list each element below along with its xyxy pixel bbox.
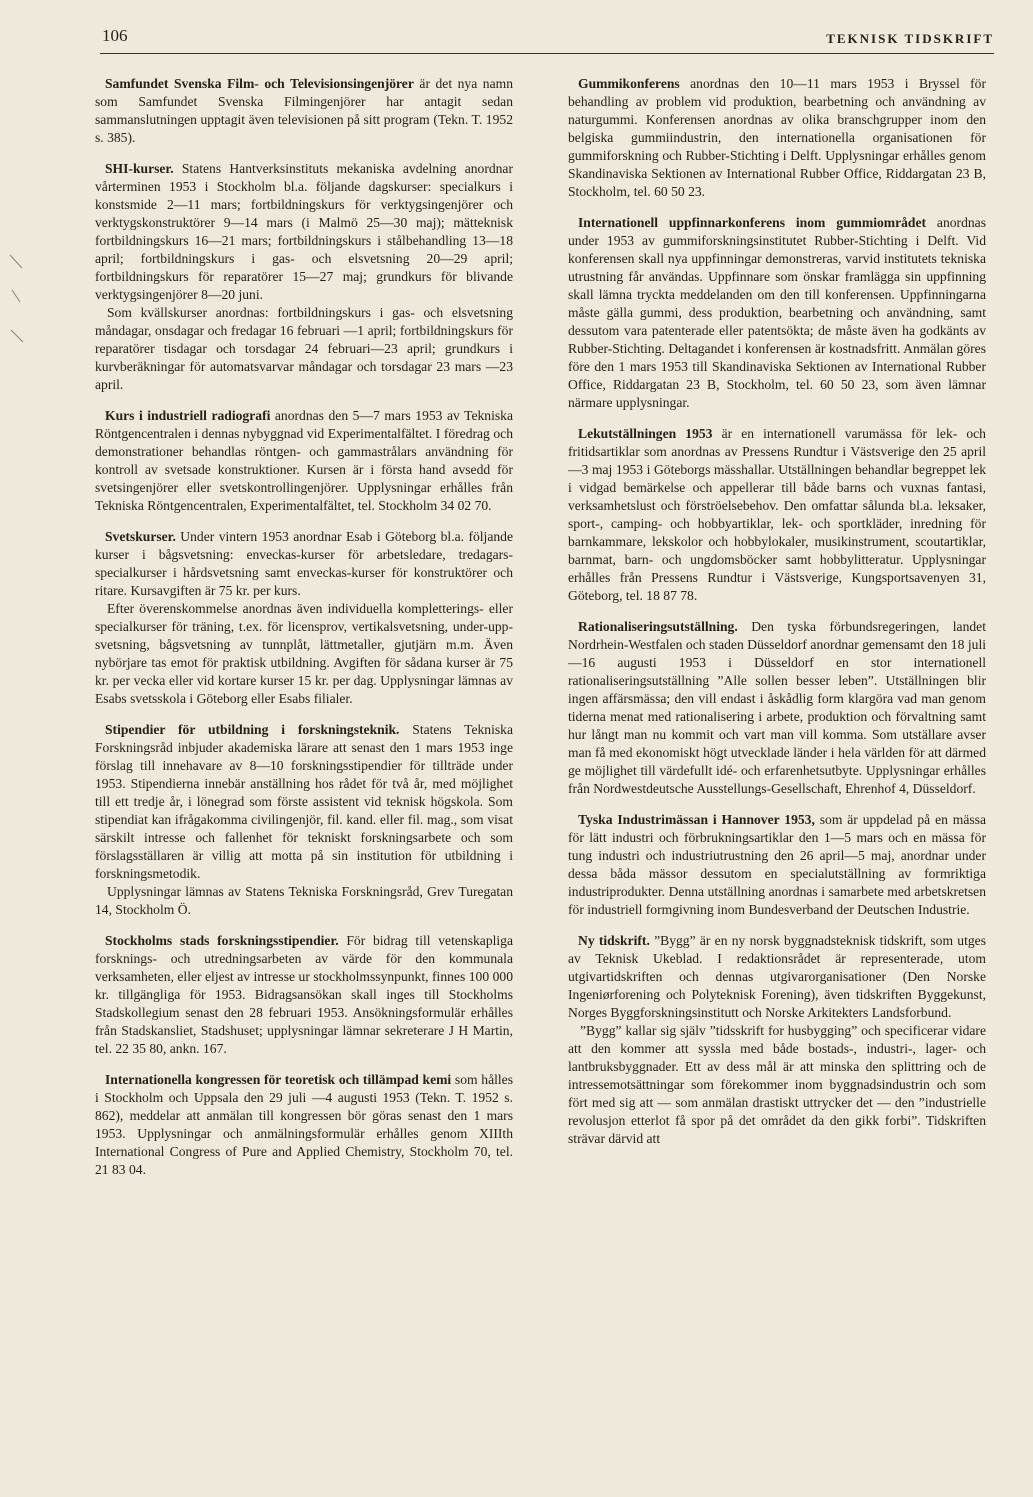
notice-heading: Rationaliseringsutställning.: [578, 619, 738, 634]
notice-text: anordnas under 1953 av gummiforskningsinstitutet Rubber-Stichting i Delft. Vid konferensen skall nya uppfinningar demonstreras, varvid institutets tekniska utrustning får användas. Uppfinnare som önskar framlägga sin uppfinning skall lämna tryckta meddelanden om den till konferensen. Uppfinningarna måste gälla gummi, dess produktion, bearbetning och användning, samt dessutom vara patenterade eller patentsökta; de måste även ha godkänts av Rubber-Stichting. Deltagandet i konferensen är kostnadsfritt. Anmälan göres före den 1 mars 1953 till Skandinaviska Sektionen av International Rubber Office, Riddargatan 23 B, Stockholm, tel. 60 50 23, som även lämnar närmare upplysningar.: [568, 215, 986, 410]
page-header: [100, 24, 994, 54]
header-rule: [100, 53, 994, 54]
notice-text: är en internationell varumässa för lek- och fritidsartiklar som anordnas av Pressens Rundtur i Västsverige den 25 april—3 maj 1953 i Göteborgs mässhallar. Utställningen behandlar begreppet lek i vidgad bemärkelse och appellerar till både barns och vuxnas fantasi, verksamhetslust och förströelsebehov. Den omfattar sålunda bl.a. leksaker, sport-, camping- och hobbyartiklar, lek- och sportkläder, inredning för barnkammare, lekskolor och hobbylokaler, musikinstrument, scoutartiklar, barnmat, barn- och ungdomsböcker samt hobbylitteratur. Upplysningar erhålles från Pressens Rundtur i Västsverige, Kungsportsavenyen 31, Göteborg, tel. 18 87 78.: [568, 426, 986, 603]
notice-paragraph: [95, 528, 513, 600]
notice-heading: Samfundet Svenska Film- och Televisionsingenjörer: [105, 76, 414, 91]
notice-paragraph: [95, 160, 513, 304]
notice-paragraph: [568, 932, 986, 1022]
notice-paragraph: [568, 425, 986, 605]
notice-heading: Gummikonferens: [578, 76, 680, 91]
notice-paragraph: [568, 811, 986, 919]
notice-text: Den tyska förbundsregeringen, landet Nordrhein-Westfalen och staden Düsseldorf anordnar gemensamt den 18 juli—16 augusti 1953 i Düsseldorf en stor internationell rationaliseringsutställning ”Alle sollen besser leben”. Utställningen blir ingen affärsmässa; den vill endast i åskådlig form klargöra vad man genom tiderna menat med rationalisering i arbete, produktion och förvaltning samt hur långt man nu kommit och vart man vill komma. Som utställare avser man få med ekonomiskt högt utvecklade länder i hela världen för att därmed ge möjlighet till värdefullt idé- och erfarenhetsutbyte. Upplysningar erhålles från Nordwestdeutsche Ausstellungs-Gesellschaft, Ehrenhof 4, Düsseldorf.: [568, 619, 986, 796]
notice-paragraph: [568, 214, 986, 412]
notice-text: ”Bygg” är en ny norsk byggnadsteknisk tidskrift, som utges av Teknisk Ukeblad. I redaktionsrådet är representerade, utom utgivartidskriften och dennas utgivarorganisationer (Den Norske Ingeniørforening och Polyteknisk Forening), även tidskriften Byggekunst, Norges Byggforskningsinstitutt och Norske Arkitekters Landsforbund.: [568, 933, 986, 1020]
notice-heading: Stipendier för utbildning i forskningsteknik.: [105, 722, 400, 737]
notice-heading: SHI-kurser.: [105, 161, 174, 176]
notice-text: Efter överenskommelse anordnas även individuella kompletterings- eller specialkurser för träning, t.ex. för licensprov, vertikalsvetsning, under-upp-svetsning, bågsvetsning av tunnplåt, lättmetaller, gjutjärn m.m. Även nybörjare tas emot för praktisk utbildning. Avgiften för sådana kurser är 75 kr. per vecka eller vid kortare kurser 15 kr. per dag. Upplysningar lämnas av Esabs svetsskola i Göteborg eller Esabs filialer.: [95, 601, 513, 706]
notice-paragraph: [95, 932, 513, 1058]
notice-text: anordnas den 5—7 mars 1953 av Tekniska Röntgencentralen i dennas nybyggnad vid Experimentalfältet. I föredrag och demonstrationer behandlas röntgen- och gammastrålars användning för kontroll av svetsade konstruktioner. Kursen är i första hand avsedd för svetsingenjörer eller svetskontrollingenjörer. Upplysningar erhålles från Tekniska Röntgencentralen, Experimentalfältet, tel. Stockholm 34 02 70.: [95, 408, 513, 513]
notice-heading: Internationella kongressen för teoretisk och tillämpad kemi: [105, 1072, 452, 1087]
notice-text: som hålles i Stockholm och Uppsala den 29 juli —4 augusti 1953 (Tekn. T. 1952 s. 862), meddelar att anmälan till kongressen bör göras senast den 1 mars 1953. Upplysningar och anmälningsformulär erhålles genom XIIIth International Congress of Pure and Applied Chemistry, Stockholm 70, tel. 21 83 04.: [95, 1072, 513, 1177]
notice-heading: Svetskurser.: [105, 529, 176, 544]
notice-lekutstallningen-1953: [568, 425, 986, 605]
notice-tyska-industrimassan-i-hannover-1953: [568, 811, 986, 919]
notice-text: Under vintern 1953 anordnar Esab i Göteborg bl.a. följande kurser i bågsvetsning: enveckas-kurser för arbetsledare, tredagars-specialkurser i hårdsvetsning samt enveckas-kurser för konstruktörer och ritare. Kursavgiften är 75 kr. per kurs.: [95, 529, 513, 598]
notice-text: Upplysningar lämnas av Statens Tekniska Forskningsråd, Grev Turegatan 14, Stockholm Ö.: [95, 884, 513, 917]
notice-gummikonferens: [568, 75, 986, 201]
notice-stockholms-stads-forskningsstipendier: [95, 932, 513, 1058]
notice-text: För bidrag till vetenskapliga forsknings- och utredningsarbeten av värde för den kommunala verksamheten, eller eljest av intresse ur stockholmssynpunkt, finnes 100 000 kr. tillgängliga för 1953. Bidragsansökan skall inges till Stockholms Stadskollegium senast den 28 februari 1953. Ansökningsformulär erhålles från Stadskansliet, Stadshuset; upplysningar lämnar sekreterare J H Martin, tel. 22 35 80, ankn. 167.: [95, 933, 513, 1056]
notice-heading: Stockholms stads forskningsstipendier.: [105, 933, 339, 948]
margin-pencil-mark: [8, 250, 28, 370]
notice-ny-tidskrift: [568, 932, 986, 1148]
notice-text: anordnas den 10—11 mars 1953 i Bryssel för behandling av problem vid produktion, bearbetning och användning av naturgummi. Konferensen anordnas av olika branschgrupper inom den belgiska gummiindustrin, den internationella organisationen för gummiforskning och Rubber-Stichting i Delft. Upplysningar erhålles genom Skandinaviska Sektionen av International Rubber Office, Riddargatan 23 B, Stockholm, tel. 60 50 23.: [568, 76, 986, 199]
notice-text: Statens Tekniska Forskningsråd inbjuder akademiska lärare att senast den 1 mars 1953 inge förslag till innehavare av 8—10 forskningsstipendier för tillträde under 1953. Stipendierna innebär anställning hos rådet för två år, med möjlighet till ett tredje år, i lönegrad som förste assistent vid teknisk högskola. Som stipendiat kan ifrågakomma civilingenjör, fil. kand. eller fil. mag., som visat särskilt intresse och fallenhet för tekniskt forskningsarbete och som förslagsställaren är villig att motta på sin institution för utbildning i forskningsmetodik.: [95, 722, 513, 881]
notice-text: Som kvällskurser anordnas: fortbildningskurs i gas- och elsvetsning måndagar, onsdagar och fredagar 16 februari —1 april; fortbildningskurs för reparatörer tisdagar och torsdagar 24 februari—23 april; grundkurs i kurvberäkningar för automatsvarvar måndagar och torsdagar 23 mars —23 april.: [95, 305, 513, 392]
running-title: TEKNISK TIDSKRIFT: [826, 31, 994, 46]
notice-text: Statens Hantverksinstituts mekaniska avdelning anordnar vårterminen 1953 i Stockholm bl.a. följande dagskurser: specialkurs i konstsmide 2—11 mars; fortbildningskurs för verktygsingenjörer och verktygskonstruktörer 9—14 mars (i Malmö 25—30 maj); mätteknisk fortbildningskurs 16—21 mars; fortbildningskurs i stålbehandling 13—18 april; fortbildningskurs i gas- och elsvetsning 20—29 april; fortbildningskurs för reparatörer 15—27 maj; grundkurs för blivande verktygsingenjörer 8—20 juni.: [95, 161, 513, 302]
notice-heading: Kurs i industriell radiografi: [105, 408, 271, 423]
notice-rationaliseringsutstallning: [568, 618, 986, 798]
notice-internationell-uppfinnarkonferens-inom-g: [568, 214, 986, 412]
notice-paragraph: [95, 1071, 513, 1179]
notice-text: är det nya namn som Samfundet Svenska Filmingenjörer har antagit sedan sammanslutningen upptagit även televisionen på sitt program (Tekn. T. 1952 s. 385).: [95, 76, 513, 145]
notice-paragraph: [95, 721, 513, 883]
notice-paragraph: [95, 883, 513, 919]
notice-shi-kurser: [95, 160, 513, 394]
notice-paragraph: [95, 407, 513, 515]
notice-stipendier-for-utbildning-i-forskningste: [95, 721, 513, 919]
left-column: [95, 75, 513, 1192]
right-column: [568, 75, 986, 1161]
notice-paragraph: [568, 1022, 986, 1148]
notice-heading: Ny tidskrift.: [578, 933, 650, 948]
notice-paragraph: [95, 75, 513, 147]
notice-heading: Tyska Industrimässan i Hannover 1953,: [578, 812, 815, 827]
notice-text: som är uppdelad på en mässa för lätt industri och förbrukningsartiklar den 1—5 mars och en mässa för tung industri och industriutrustning den 26 april—5 maj, anordnar under dessa båda mässor dessutom en specialutställning av formriktiga industriprodukter. Denna utställning anordnas i samarbete med arbetskretsen för industriell formgivning inom Bundesverband der Deutschen Industrie.: [568, 812, 986, 917]
notice-heading: Lekutställningen 1953: [578, 426, 713, 441]
notice-paragraph: [568, 618, 986, 798]
notice-paragraph: [95, 600, 513, 708]
page-number: 106: [102, 26, 128, 45]
notice-samfundet-svenska-film-och-televisionsin: [95, 75, 513, 147]
notice-heading: Internationell uppfinnarkonferens inom gummiområdet: [578, 215, 927, 230]
notice-internationella-kongressen-for-teoretisk: [95, 1071, 513, 1179]
notice-paragraph: [95, 304, 513, 394]
notice-svetskurser: [95, 528, 513, 708]
notice-text: ”Bygg” kallar sig själv ”tidsskrift for husbygging” och specificerar vidare att den kommer att syssla med både bostads-, industri-, lager- och lantbruksbyggnader. Ett av dess mål är att minska den splittring och de intressemotsättningar som förekommer inom byggnadsindustrin och som fört med sig att — som anmälan drastiskt uttrycker det — den ”industrielle revolusjon etterlot få spor på det området da den gikk forbi”. Tidskriften strävar därvid att: [568, 1023, 986, 1146]
notice-kurs-i-industriell-radiografi: [95, 407, 513, 515]
notice-paragraph: [568, 75, 986, 201]
